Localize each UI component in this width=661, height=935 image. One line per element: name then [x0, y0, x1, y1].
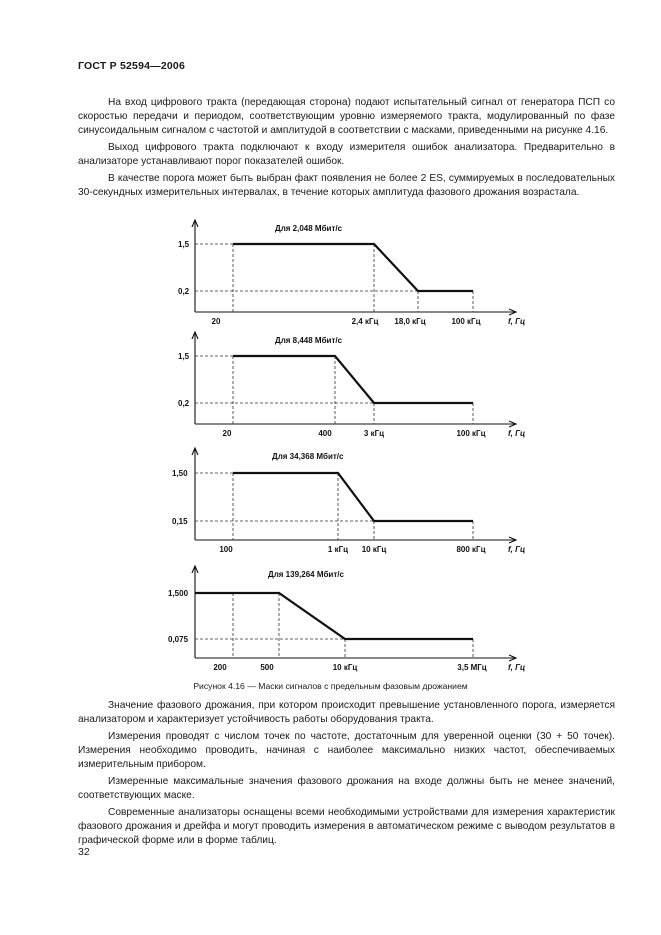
- mask-line: [233, 356, 473, 403]
- x-tick-label: 20: [211, 317, 221, 326]
- mask-line: [233, 473, 473, 521]
- x-tick-label: 100 кГц: [456, 429, 486, 438]
- x-tick-label: 10 кГц: [332, 663, 358, 672]
- chart-title: Для 139,264 Мбит/с: [268, 570, 344, 579]
- y-tick-label: 1,50: [172, 469, 188, 478]
- x-axis-label: f, Гц: [508, 317, 526, 326]
- x-axis-label: f, Гц: [508, 545, 526, 554]
- chart-title: Для 34,368 Мбит/с: [272, 452, 344, 461]
- x-tick-label: 10 кГц: [361, 545, 387, 554]
- paragraph: На вход цифрового тракта (передающая сторона) подают испытательный сигнал от генератора ПСП со скоростью передачи и периодом, соответствующим уровню измеряемого тракта, модулированный по фазе синусоидальным сигналом с частотой и амплитудой в соответствии с масками, приведенными на рисунке 4.16.: [78, 97, 615, 136]
- y-tick-label: 1,500: [168, 589, 189, 598]
- x-tick-label: 800 кГц: [456, 545, 486, 554]
- chart-title: Для 8,448 Мбит/с: [275, 336, 343, 345]
- x-tick-label: 500: [260, 663, 274, 672]
- x-tick-label: 2,4 кГц: [351, 317, 379, 326]
- figure-caption: Рисунок 4.16 — Маски сигналов с предельным фазовым дрожанием: [193, 681, 468, 691]
- x-tick-label: 400: [318, 429, 332, 438]
- y-tick-label: 1,5: [178, 240, 190, 249]
- x-tick-label: 3,5 МГц: [457, 663, 487, 672]
- y-tick-label: 1,5: [178, 352, 190, 361]
- x-tick-label: 100 кГц: [451, 317, 481, 326]
- paragraph: В качестве порога может быть выбран факт появления не более 2 ES, суммируемых в последовательных 30-секундных измерительных интервалах, в течение которых амплитуда фазового дрожания возрастала.: [78, 173, 615, 198]
- mask-line: [233, 244, 473, 291]
- x-tick-label: 100: [219, 545, 233, 554]
- x-axis-label: f, Гц: [508, 663, 526, 672]
- mask-line: [195, 593, 473, 639]
- chart-title: Для 2,048 Мбит/с: [275, 224, 343, 233]
- page-number: 32: [78, 846, 90, 858]
- x-tick-label: 20: [222, 429, 232, 438]
- x-tick-label: 200: [213, 663, 227, 672]
- paragraph: Измеренные максимальные значения фазового дрожания на входе должны быть не менее значений, соответствующих маске.: [78, 776, 615, 801]
- document-header: ГОСТ Р 52594—2006: [78, 60, 186, 72]
- paragraph: Выход цифрового тракта подключают к входу измерителя ошибок анализатора. Предварительно в анализаторе устанавливают порог показателей ошибок.: [78, 142, 615, 167]
- paragraph: Современные анализаторы оснащены всеми необходимыми устройствами для измерения характеристик фазового дрожания и дрейфа и могут проводить измерения в автоматическом режиме с выводом результатов в графической форме или в форме таблиц.: [78, 807, 615, 846]
- x-tick-label: 3 кГц: [363, 429, 385, 438]
- paragraph: Значение фазового дрожания, при котором происходит превышение установленного порога, измеряется анализатором и характеризует устойчивость работы оборудования тракта.: [78, 700, 615, 725]
- y-tick-label: 0,15: [172, 517, 188, 526]
- y-tick-label: 0,2: [178, 287, 190, 296]
- outro-text: [78, 699, 615, 848]
- x-axis-label: f, Гц: [508, 429, 526, 438]
- y-tick-label: 0,075: [168, 635, 189, 644]
- x-tick-label: 1 кГц: [327, 545, 349, 554]
- x-tick-label: 18,0 кГц: [394, 317, 426, 326]
- paragraph: Измерения проводят с числом точек по частоте, достаточным для уверенной оценки (30 + 50 точек). Измерения необходимо проводить, начиная с наиболее максимально низких частот, обеспечиваемых измерительным прибором.: [78, 731, 615, 770]
- y-tick-label: 0,2: [178, 399, 190, 408]
